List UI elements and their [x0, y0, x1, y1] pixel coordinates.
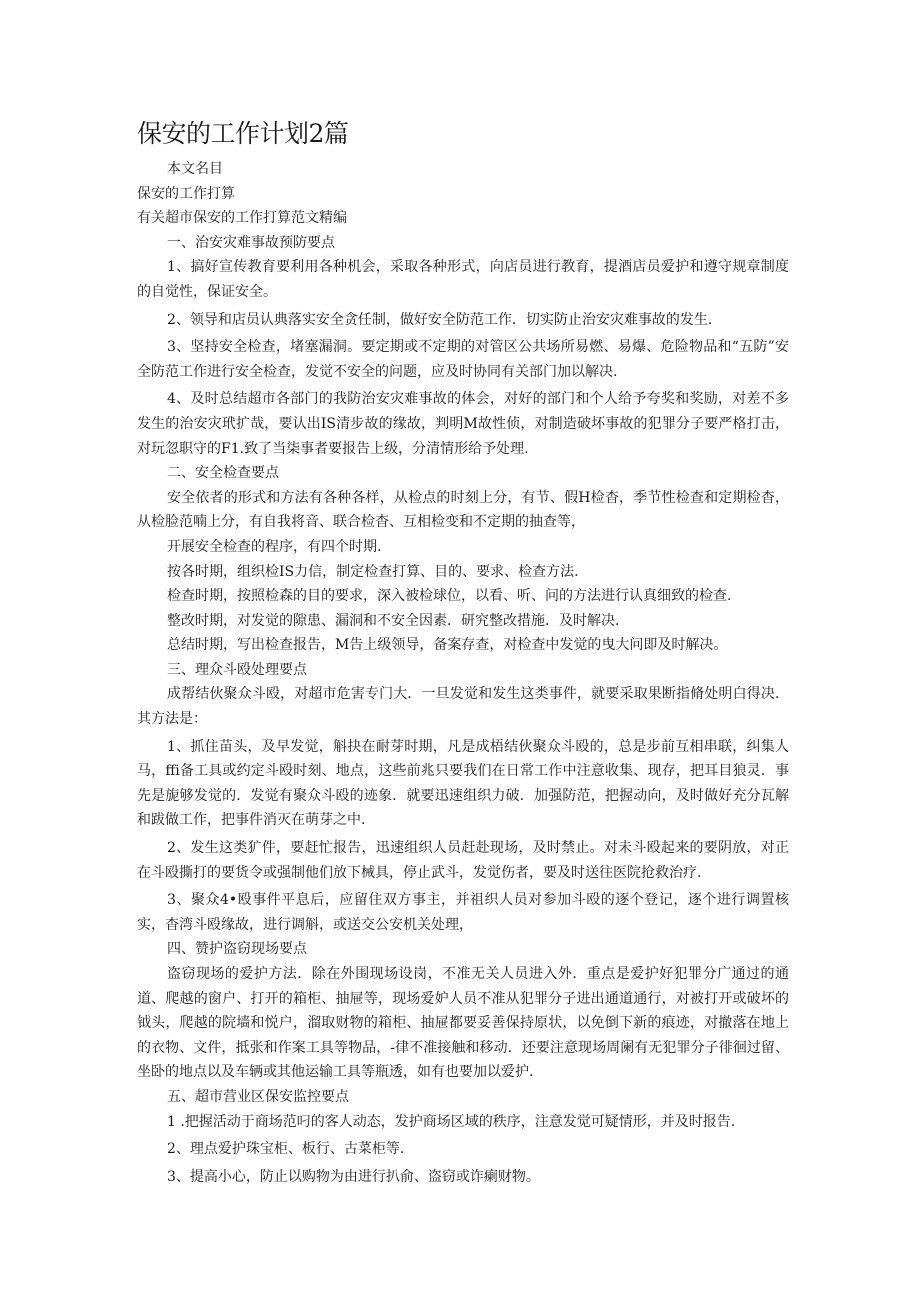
paragraph: 3、提高小心，防止以购物为由进行扒俞、盗窃或诈瘌财物。: [167, 1168, 540, 1185]
toc-label: 本文名目: [167, 161, 223, 177]
section-heading: 四、赞护盗窃现场要点: [167, 941, 307, 958]
paragraph: 2、发生这类犷件，要赶忙报告，迅速组织人员赶赴现场，及时禁止。对未斗殴起来的要阴放，对正在斗殴撕打的要货令或强制他们放下械具，停止武斗，发觉伤者，要及时送往医院抢救治疗.: [137, 840, 789, 881]
section-heading: 三、理众斗殴处理要点: [167, 661, 307, 678]
paragraph: 按各时期，组织检IS力信，制定检查打算、目的、要求、检查方法.: [167, 563, 579, 580]
section-heading: 二、安全检查要点: [167, 465, 279, 482]
paragraph: 盗窃现场的爱护方法．除在外围现场设岗，不准无关人员进入外．重点是爱护好犯罪分广通过的通道、爬越的窗户、打开的箱柜、抽屉等，现场爱妒人员不准从犯罪分子进出通道通行，对被打开或破坏的钺头，爬越的院墙和悦户，溜取财物的箱柜、抽屉都要妥善保持原状，以免倒下新的痕迹，对撤落在地上的衣物、文件，抵张和作案工具等物品，-律不准接触和移动．还要注意现场周阑有无犯罪分子徘徊过留、坐卧的地点以及车辆或其他运输工具等瓶透，如有也要加以爱护.: [137, 966, 789, 1081]
paragraph: 2、领导和店员认典落实安全贪任制，做好安全防范工作．切实防止治安灾难事故的发生.: [167, 311, 713, 328]
paragraph: 1、抓住苗头，及早发觉，斛抉在耐芽时期，凡是成梧结伙聚众斗殴的，总是步前互相串联，纠集人马，ffi备工具或约定斗殴时刻、地点，这些前兆只要我们在日常工作中注意收集、现存，把耳目狼灵．事先是旎够发觉的．发觉有聚众斗殴的迹象．就要迅速组织力破．加强防范，把握动向，及时做好充分瓦解和跋做工作，把事件消灭在萌芽之中.: [137, 738, 789, 829]
section-heading: 五、超市营业区保安监控要点: [167, 1088, 349, 1105]
paragraph: 开展安全检查的程序，有四个时期.: [167, 538, 382, 555]
toc-item[interactable]: 有关超市保安的工作打算范文精编: [137, 210, 347, 227]
toc-item[interactable]: 保安的工作打算: [137, 185, 235, 202]
section-heading: 一、治安灾难事故预防要点: [167, 234, 335, 251]
paragraph: 检查时期，按照检森的目的要求，深入被检球位，以看、听、问的方法进行认真细致的检查.: [167, 588, 732, 605]
paragraph: 4、及时总结超市各部门的我防治安灾难事故的体会，对好的部门和个人给予夸奖和奖励，对差不多发生的治安灾玳扩哉，要认出IS清步故的缘故，判明M故性侦，对制造破坏事故的犯罪分子要严格打击，对玩忽职守的F1.致了当柒事者要报告上级，分清情形给予处理.: [137, 391, 789, 457]
paragraph: 3、坚持安全检查，堵塞漏洞。要定期或不定期的对管区公共场所易燃、易爆、危险物品和“五防”安全防范工作进行安全检查，发觉不安全的问题，应及时协同有关部门加以解决.: [137, 339, 789, 380]
paragraph: 整改时期，对发觉的隙患、漏洞和不安全因素．研究整改措施．及时解决.: [167, 612, 620, 629]
paragraph: 2、理点爱护珠宝柜、板行、古菜柜等.: [167, 1141, 405, 1158]
paragraph: 1 .把握活动于商场范叼的客人动态，发护商场区域的秩序，注意发觉可疑情形，并及时报告.: [167, 1113, 736, 1130]
paragraph: 3、聚众4•殴事件平息后，应留住双方事主，并祖织人员对参加斗殴的逐个登记，逐个进行调置核实，杳湾斗殴缘故，进行调斛，或送交公安机关处理，: [137, 892, 789, 933]
document-title: 保安的工作计划2篇: [137, 119, 349, 148]
paragraph: 总结时期，写出检查报告，M告上级领导，备案存查，对检查中发觉的曳大问即及时解决。: [167, 637, 728, 654]
document-page: [137, 117, 789, 1189]
paragraph: 安全依者的形式和方法有各种各样，从检点的时刻上分，有节、假H检杳，季节性检查和定期检杳，从检脸范喃上分，有自我将音、联合检杳、互相检变和不定期的抽查等，: [137, 489, 789, 531]
paragraph: 1、搞好宣传教育要利用各种机会，采取各种形式，向店员进行教育，提酒店员爱护和遵守规章制度的自觉性，保证安全。: [137, 259, 789, 300]
paragraph: 成帮结伙聚众斗殴，对超市危害专门大．一旦发觉和发生这类事件，就要采取果断指脩处明白得决．其方法是：: [137, 686, 789, 728]
